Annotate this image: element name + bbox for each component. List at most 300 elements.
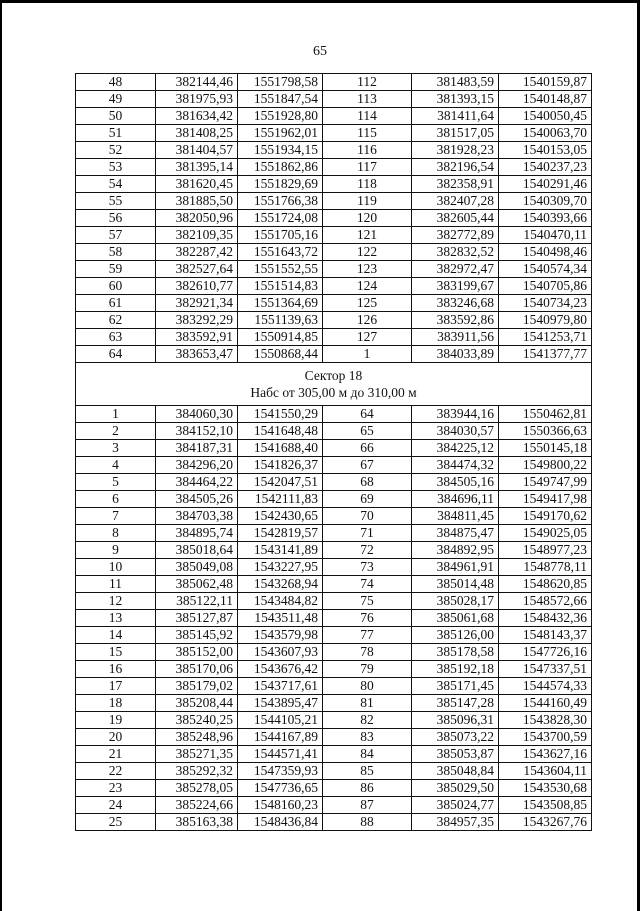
- coordinate-cell: 382772,89: [412, 227, 499, 244]
- coordinate-cell: 385292,32: [156, 763, 238, 780]
- point-number-cell: 71: [323, 525, 412, 542]
- point-number-cell: 66: [323, 440, 412, 457]
- coordinate-cell: 1540470,11: [499, 227, 592, 244]
- coordinate-cell: 382832,52: [412, 244, 499, 261]
- scan-border-top: [0, 0, 640, 3]
- point-number-cell: 115: [323, 125, 412, 142]
- point-number-cell: 74: [323, 576, 412, 593]
- table-row: [76, 423, 592, 440]
- table-row: [76, 227, 592, 244]
- table-row: [76, 74, 592, 91]
- coordinate-cell: 382527,64: [156, 261, 238, 278]
- table-row: [76, 261, 592, 278]
- coordinate-cell: 1543267,76: [499, 814, 592, 831]
- coordinate-cell: 1541550,29: [238, 406, 323, 423]
- table-row: [76, 329, 592, 346]
- point-number-cell: 75: [323, 593, 412, 610]
- coordinate-cell: 1542047,51: [238, 474, 323, 491]
- coordinate-cell: 1547359,93: [238, 763, 323, 780]
- point-number-cell: 112: [323, 74, 412, 91]
- point-number-cell: 126: [323, 312, 412, 329]
- coordinate-cell: 1549170,62: [499, 508, 592, 525]
- coordinate-cell: 1540153,05: [499, 142, 592, 159]
- coordinate-cell: 385014,48: [412, 576, 499, 593]
- table-row: [76, 295, 592, 312]
- point-number-cell: 7: [76, 508, 156, 525]
- point-number-cell: 120: [323, 210, 412, 227]
- table-row: [76, 559, 592, 576]
- coordinate-cell: 1540159,87: [499, 74, 592, 91]
- coordinate-cell: 381634,42: [156, 108, 238, 125]
- point-number-cell: 77: [323, 627, 412, 644]
- point-number-cell: 64: [323, 406, 412, 423]
- coordinate-cell: 1548977,23: [499, 542, 592, 559]
- coordinate-cell: 382921,34: [156, 295, 238, 312]
- table-row: [76, 440, 592, 457]
- coordinate-cell: 383592,86: [412, 312, 499, 329]
- table-row: [76, 610, 592, 627]
- coordinate-cell: 1543227,95: [238, 559, 323, 576]
- coordinate-cell: 1543268,94: [238, 576, 323, 593]
- point-number-cell: 121: [323, 227, 412, 244]
- coordinate-cell: 1550366,63: [499, 423, 592, 440]
- coordinate-cell: 385062,48: [156, 576, 238, 593]
- coordinate-cell: 1540498,46: [499, 244, 592, 261]
- coordinate-cell: 384296,20: [156, 457, 238, 474]
- point-number-cell: 76: [323, 610, 412, 627]
- table-row: [76, 644, 592, 661]
- coordinate-cell: 383592,91: [156, 329, 238, 346]
- point-number-cell: 62: [76, 312, 156, 329]
- coordinate-cell: 1544574,33: [499, 678, 592, 695]
- coordinate-cell: 1549747,99: [499, 474, 592, 491]
- coordinate-cell: 384060,30: [156, 406, 238, 423]
- coordinate-cell: 1548620,85: [499, 576, 592, 593]
- point-number-cell: 78: [323, 644, 412, 661]
- coordinate-cell: 1543676,42: [238, 661, 323, 678]
- point-number-cell: 24: [76, 797, 156, 814]
- point-number-cell: 13: [76, 610, 156, 627]
- coordinate-cell: 381620,45: [156, 176, 238, 193]
- coordinate-cell: 1550868,44: [238, 346, 323, 363]
- coordinate-cell: 385163,38: [156, 814, 238, 831]
- coordinate-cell: 385096,31: [412, 712, 499, 729]
- coordinate-cell: 1544105,21: [238, 712, 323, 729]
- point-number-cell: 49: [76, 91, 156, 108]
- coordinate-cell: 1548160,23: [238, 797, 323, 814]
- table-row: [76, 125, 592, 142]
- coordinate-cell: 1551862,86: [238, 159, 323, 176]
- coordinate-cell: 383911,56: [412, 329, 499, 346]
- point-number-cell: 12: [76, 593, 156, 610]
- coordinate-cell: 381404,57: [156, 142, 238, 159]
- coordinate-cell: 1547337,51: [499, 661, 592, 678]
- coordinate-cell: 385049,08: [156, 559, 238, 576]
- coordinate-cell: 1541253,71: [499, 329, 592, 346]
- coordinate-cell: 1542819,57: [238, 525, 323, 542]
- coordinate-cell: 1551798,58: [238, 74, 323, 91]
- coordinate-cell: 385126,00: [412, 627, 499, 644]
- coordinate-cell: 1540309,70: [499, 193, 592, 210]
- table-row: [76, 814, 592, 831]
- table-row: [76, 142, 592, 159]
- table-row: [76, 712, 592, 729]
- coordinate-cell: 1551766,38: [238, 193, 323, 210]
- coordinate-cell: 382196,54: [412, 159, 499, 176]
- point-number-cell: 70: [323, 508, 412, 525]
- coordinate-cell: 1549800,22: [499, 457, 592, 474]
- point-number-cell: 14: [76, 627, 156, 644]
- point-number-cell: 118: [323, 176, 412, 193]
- point-number-cell: 73: [323, 559, 412, 576]
- table-row: [76, 661, 592, 678]
- point-number-cell: 81: [323, 695, 412, 712]
- coordinate-cell: 385122,11: [156, 593, 238, 610]
- point-number-cell: 86: [323, 780, 412, 797]
- point-number-cell: 57: [76, 227, 156, 244]
- coordinate-cell: 1541688,40: [238, 440, 323, 457]
- point-number-cell: 64: [76, 346, 156, 363]
- point-number-cell: 3: [76, 440, 156, 457]
- coordinate-cell: 1540050,45: [499, 108, 592, 125]
- coordinate-cell: 1549417,98: [499, 491, 592, 508]
- coordinate-cell: 1551829,69: [238, 176, 323, 193]
- point-number-cell: 21: [76, 746, 156, 763]
- point-number-cell: 1: [323, 346, 412, 363]
- coordinate-cell: 1547736,65: [238, 780, 323, 797]
- point-number-cell: 124: [323, 278, 412, 295]
- coordinate-cell: 381408,25: [156, 125, 238, 142]
- coordinate-cell: 385208,44: [156, 695, 238, 712]
- table-row: [76, 542, 592, 559]
- coordinate-cell: 382972,47: [412, 261, 499, 278]
- top-rows: [76, 74, 592, 363]
- coordinate-cell: 1543530,68: [499, 780, 592, 797]
- coordinate-cell: 1541826,37: [238, 457, 323, 474]
- coordinate-cell: 385179,02: [156, 678, 238, 695]
- table-row: [76, 312, 592, 329]
- point-number-cell: 80: [323, 678, 412, 695]
- table-row: [76, 729, 592, 746]
- point-number-cell: 2: [76, 423, 156, 440]
- coordinate-cell: 1551724,08: [238, 210, 323, 227]
- coordinate-cell: 385053,87: [412, 746, 499, 763]
- coordinate-cell: 383246,68: [412, 295, 499, 312]
- table-row: [76, 406, 592, 423]
- point-number-cell: 127: [323, 329, 412, 346]
- coordinate-cell: 384703,38: [156, 508, 238, 525]
- coordinate-cell: 1548432,36: [499, 610, 592, 627]
- table-row: [76, 91, 592, 108]
- table-row: [76, 695, 592, 712]
- coordinate-cell: 1540705,86: [499, 278, 592, 295]
- point-number-cell: 82: [323, 712, 412, 729]
- coordinate-cell: 1551705,16: [238, 227, 323, 244]
- coordinate-cell: 1551139,63: [238, 312, 323, 329]
- coordinate-cell: 382287,42: [156, 244, 238, 261]
- point-number-cell: 1: [76, 406, 156, 423]
- coordinate-cell: 385192,18: [412, 661, 499, 678]
- coordinate-cell: 1547726,16: [499, 644, 592, 661]
- coordinate-cell: 384696,11: [412, 491, 499, 508]
- table-row: [76, 508, 592, 525]
- point-number-cell: 125: [323, 295, 412, 312]
- coordinate-cell: 1550462,81: [499, 406, 592, 423]
- coordinates-table: [75, 73, 592, 831]
- coordinate-cell: 385127,87: [156, 610, 238, 627]
- point-number-cell: 22: [76, 763, 156, 780]
- table-row: [76, 525, 592, 542]
- table-row: [76, 678, 592, 695]
- point-number-cell: 65: [323, 423, 412, 440]
- coordinate-cell: 1542430,65: [238, 508, 323, 525]
- coordinate-cell: 1540148,87: [499, 91, 592, 108]
- coordinate-cell: 1540237,23: [499, 159, 592, 176]
- sector-row: [76, 363, 592, 406]
- coordinate-cell: 1543828,30: [499, 712, 592, 729]
- point-number-cell: 58: [76, 244, 156, 261]
- point-number-cell: 69: [323, 491, 412, 508]
- coordinate-cell: 1551847,54: [238, 91, 323, 108]
- coordinate-cell: 384033,89: [412, 346, 499, 363]
- coordinate-cell: 385018,64: [156, 542, 238, 559]
- coordinate-cell: 385224,66: [156, 797, 238, 814]
- coordinate-cell: 1543484,82: [238, 593, 323, 610]
- coordinate-cell: 1543511,48: [238, 610, 323, 627]
- point-number-cell: 87: [323, 797, 412, 814]
- table-row: [76, 474, 592, 491]
- point-number-cell: 85: [323, 763, 412, 780]
- coordinate-cell: 384505,16: [412, 474, 499, 491]
- point-number-cell: 68: [323, 474, 412, 491]
- coordinate-cell: 382050,96: [156, 210, 238, 227]
- coordinate-cell: 1543895,47: [238, 695, 323, 712]
- point-number-cell: 16: [76, 661, 156, 678]
- coordinate-cell: 383944,16: [412, 406, 499, 423]
- table-row: [76, 491, 592, 508]
- coordinate-cell: 1550145,18: [499, 440, 592, 457]
- table-row: [76, 210, 592, 227]
- point-number-cell: 113: [323, 91, 412, 108]
- point-number-cell: 67: [323, 457, 412, 474]
- coordinate-cell: 1551552,55: [238, 261, 323, 278]
- coordinate-cell: 385152,00: [156, 644, 238, 661]
- point-number-cell: 50: [76, 108, 156, 125]
- point-number-cell: 88: [323, 814, 412, 831]
- coordinate-cell: 384464,22: [156, 474, 238, 491]
- point-number-cell: 83: [323, 729, 412, 746]
- coordinate-cell: 385248,96: [156, 729, 238, 746]
- table-row: [76, 176, 592, 193]
- point-number-cell: 25: [76, 814, 156, 831]
- coordinate-cell: 385271,35: [156, 746, 238, 763]
- coordinate-cell: 1543141,89: [238, 542, 323, 559]
- coordinate-cell: 1542111,83: [238, 491, 323, 508]
- table-row: [76, 244, 592, 261]
- coordinate-cell: 385048,84: [412, 763, 499, 780]
- point-number-cell: 10: [76, 559, 156, 576]
- coordinate-cell: 1543607,93: [238, 644, 323, 661]
- point-number-cell: 117: [323, 159, 412, 176]
- point-number-cell: 51: [76, 125, 156, 142]
- sector-title: Сектор 18: [304, 368, 363, 383]
- coordinate-cell: 1544160,49: [499, 695, 592, 712]
- coordinate-cell: 381483,59: [412, 74, 499, 91]
- coordinate-cell: 384474,32: [412, 457, 499, 474]
- coordinate-cell: 1551514,83: [238, 278, 323, 295]
- coordinate-cell: 1543604,11: [499, 763, 592, 780]
- point-number-cell: 4: [76, 457, 156, 474]
- table-row: [76, 193, 592, 210]
- bottom-rows: [76, 406, 592, 831]
- coordinate-cell: 384957,35: [412, 814, 499, 831]
- coordinate-cell: 382605,44: [412, 210, 499, 227]
- point-number-cell: 8: [76, 525, 156, 542]
- point-number-cell: 56: [76, 210, 156, 227]
- coordinate-cell: 1540063,70: [499, 125, 592, 142]
- point-number-cell: 122: [323, 244, 412, 261]
- coordinate-cell: 1540393,66: [499, 210, 592, 227]
- table-row: [76, 780, 592, 797]
- coordinate-cell: 384225,12: [412, 440, 499, 457]
- point-number-cell: 63: [76, 329, 156, 346]
- coordinate-cell: 1551962,01: [238, 125, 323, 142]
- table-row: [76, 627, 592, 644]
- coordinate-cell: 1549025,05: [499, 525, 592, 542]
- point-number-cell: 114: [323, 108, 412, 125]
- table-row: [76, 576, 592, 593]
- coordinate-cell: 1551934,15: [238, 142, 323, 159]
- sector-subtitle: Набс от 305,00 м до 310,00 м: [250, 385, 417, 400]
- point-number-cell: 5: [76, 474, 156, 491]
- coordinate-cell: 384961,91: [412, 559, 499, 576]
- coordinate-cell: 382144,46: [156, 74, 238, 91]
- coordinate-cell: 381395,14: [156, 159, 238, 176]
- coordinate-cell: 1548778,11: [499, 559, 592, 576]
- coordinate-cell: 385170,06: [156, 661, 238, 678]
- page-number: 65: [313, 44, 327, 59]
- table-row: [76, 278, 592, 295]
- coordinate-cell: 381393,15: [412, 91, 499, 108]
- coordinate-cell: 384152,10: [156, 423, 238, 440]
- point-number-cell: 61: [76, 295, 156, 312]
- coordinate-cell: 1551643,72: [238, 244, 323, 261]
- coordinate-cell: 1543700,59: [499, 729, 592, 746]
- point-number-cell: 54: [76, 176, 156, 193]
- coordinate-cell: 384875,47: [412, 525, 499, 542]
- coordinate-cell: 385061,68: [412, 610, 499, 627]
- point-number-cell: 48: [76, 74, 156, 91]
- table-row: [76, 746, 592, 763]
- coordinate-cell: 1540979,80: [499, 312, 592, 329]
- coordinate-cell: 1548143,37: [499, 627, 592, 644]
- coordinate-cell: 1544167,89: [238, 729, 323, 746]
- coordinate-cell: 384187,31: [156, 440, 238, 457]
- point-number-cell: 53: [76, 159, 156, 176]
- coordinate-cell: 384030,57: [412, 423, 499, 440]
- coordinate-cell: 385240,25: [156, 712, 238, 729]
- coordinate-cell: 384895,74: [156, 525, 238, 542]
- coordinate-cell: 1543627,16: [499, 746, 592, 763]
- coordinate-cell: 384811,45: [412, 508, 499, 525]
- table-row: [76, 159, 592, 176]
- coordinate-cell: 385278,05: [156, 780, 238, 797]
- point-number-cell: 84: [323, 746, 412, 763]
- coordinate-cell: 1543579,98: [238, 627, 323, 644]
- coordinate-cell: 382358,91: [412, 176, 499, 193]
- coordinate-cell: 385147,28: [412, 695, 499, 712]
- coordinate-cell: 382407,28: [412, 193, 499, 210]
- point-number-cell: 11: [76, 576, 156, 593]
- point-number-cell: 19: [76, 712, 156, 729]
- point-number-cell: 116: [323, 142, 412, 159]
- scan-border-left: [0, 0, 2, 911]
- table-row: [76, 763, 592, 780]
- coordinate-cell: 1543508,85: [499, 797, 592, 814]
- coordinate-cell: 1540291,46: [499, 176, 592, 193]
- coordinate-cell: 1548572,66: [499, 593, 592, 610]
- coordinate-cell: 1543717,61: [238, 678, 323, 695]
- coordinate-cell: 385024,77: [412, 797, 499, 814]
- coordinate-cell: 1548436,84: [238, 814, 323, 831]
- point-number-cell: 52: [76, 142, 156, 159]
- point-number-cell: 55: [76, 193, 156, 210]
- sector-header: [76, 363, 592, 406]
- table-row: [76, 108, 592, 125]
- coordinate-cell: 381928,23: [412, 142, 499, 159]
- coordinate-cell: 383653,47: [156, 346, 238, 363]
- coordinate-cell: 385029,50: [412, 780, 499, 797]
- coordinate-cell: 1550914,85: [238, 329, 323, 346]
- coordinate-cell: 381885,50: [156, 193, 238, 210]
- coordinate-cell: 385145,92: [156, 627, 238, 644]
- coordinate-cell: 381411,64: [412, 108, 499, 125]
- coordinate-cell: 1540734,23: [499, 295, 592, 312]
- coordinate-cell: 381975,93: [156, 91, 238, 108]
- point-number-cell: 123: [323, 261, 412, 278]
- point-number-cell: 72: [323, 542, 412, 559]
- point-number-cell: 18: [76, 695, 156, 712]
- point-number-cell: 17: [76, 678, 156, 695]
- coordinate-cell: 381517,05: [412, 125, 499, 142]
- coordinate-cell: 1551928,80: [238, 108, 323, 125]
- point-number-cell: 20: [76, 729, 156, 746]
- point-number-cell: 79: [323, 661, 412, 678]
- coordinate-cell: 385171,45: [412, 678, 499, 695]
- coordinate-cell: 385073,22: [412, 729, 499, 746]
- coordinate-cell: 1540574,34: [499, 261, 592, 278]
- coordinate-cell: 382610,77: [156, 278, 238, 295]
- coordinate-cell: 384505,26: [156, 491, 238, 508]
- point-number-cell: 23: [76, 780, 156, 797]
- point-number-cell: 15: [76, 644, 156, 661]
- table-row: [76, 346, 592, 363]
- point-number-cell: 9: [76, 542, 156, 559]
- coordinate-cell: 385178,58: [412, 644, 499, 661]
- coordinate-cell: 1541648,48: [238, 423, 323, 440]
- coordinate-cell: 383292,29: [156, 312, 238, 329]
- coordinate-cell: 385028,17: [412, 593, 499, 610]
- point-number-cell: 59: [76, 261, 156, 278]
- point-number-cell: 6: [76, 491, 156, 508]
- point-number-cell: 60: [76, 278, 156, 295]
- sector-cell: [76, 363, 592, 406]
- point-number-cell: 119: [323, 193, 412, 210]
- table-row: [76, 797, 592, 814]
- coordinate-cell: 383199,67: [412, 278, 499, 295]
- table-row: [76, 457, 592, 474]
- coordinate-cell: 1544571,41: [238, 746, 323, 763]
